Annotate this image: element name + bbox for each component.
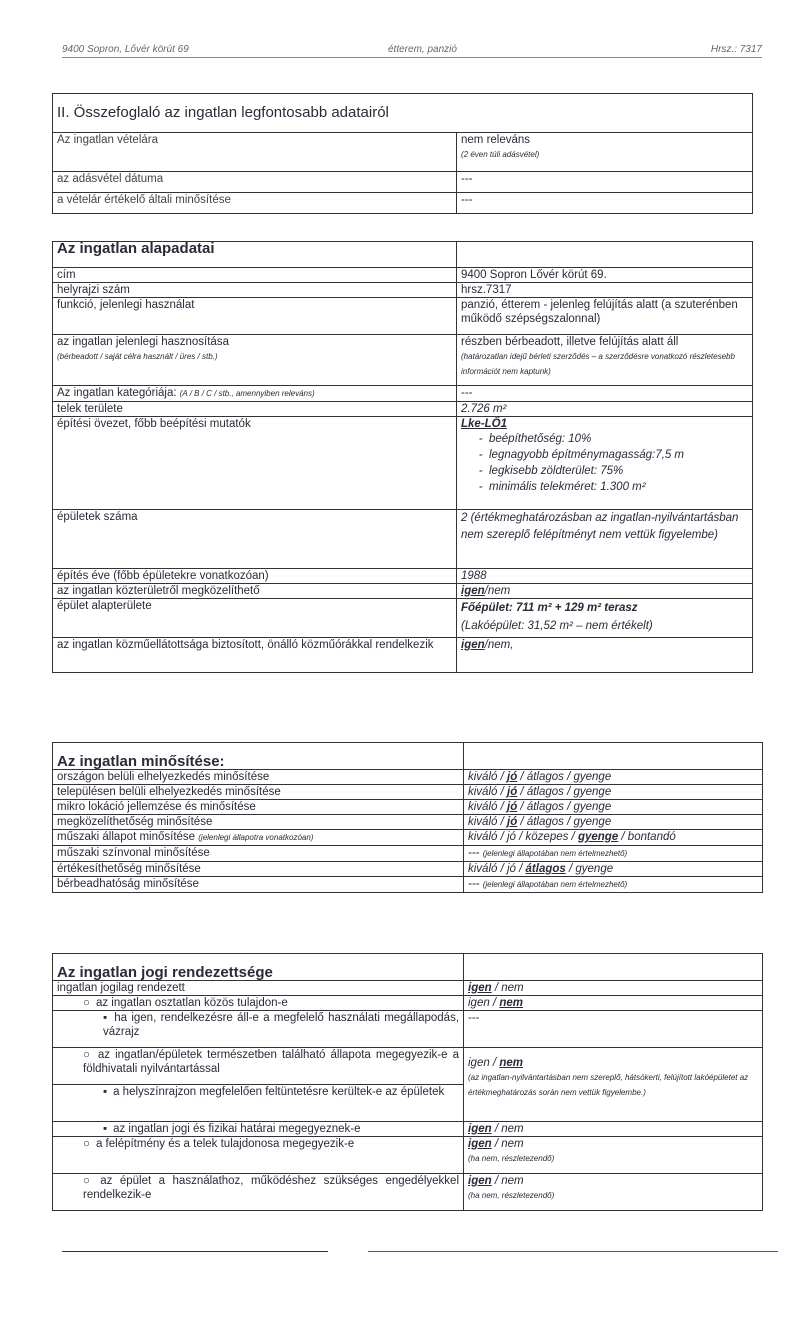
epszam-label: épületek száma <box>53 510 457 569</box>
kozter-value: igen/nem <box>457 584 753 599</box>
footer-line-left <box>62 1251 328 1252</box>
list-item: - beépíthetőség: 10% <box>489 431 748 447</box>
telek-label: telek területe <box>53 402 457 417</box>
quality-label: értékesíthetőség minősítése <box>53 862 464 877</box>
list-item: - legkisebb zöldterület: 75% <box>489 463 748 479</box>
summary-label: az adásvétel dátuma <box>53 172 457 193</box>
epszam-value: 2 (értékmeghatározásban az ingatlan-nyilvántartásban nem szereplő felépítményt nem vettük figyelembe) <box>457 510 753 569</box>
hasz-label: az ingatlan jelenlegi hasznosítása (bérbeadott / saját célra használt / üres / stb.) <box>53 335 457 386</box>
legal-value: --- <box>464 1011 763 1048</box>
quality-label: mikro lokáció jellemzése és minősítése <box>53 800 464 815</box>
legal-value: igen / nem <box>464 996 763 1011</box>
quality-label: bérbeadhatóság minősítése <box>53 877 464 893</box>
kozter-label: az ingatlan közterületről megközelíthető <box>53 584 457 599</box>
quality-value: --- (jelenlegi állapotában nem értelmezhető) <box>464 846 763 862</box>
legal-label: ▪ az ingatlan jogi és fizikai határai megegyeznek-e <box>53 1122 464 1137</box>
legal-value: igen / nem <box>464 981 763 996</box>
summary-value: --- <box>457 193 753 214</box>
legal-label: ○ a felépítmény és a telek tulajdonosa megegyezik-e <box>53 1137 464 1174</box>
func-value: panzió, étterem - jelenleg felújítás alatt (a szuterénben működő szépségszalonnal) <box>457 298 753 335</box>
quality-value: kiváló / jó / átlagos / gyenge <box>464 785 763 800</box>
summary-label: a vételár értékelő általi minősítése <box>53 193 457 214</box>
summary-table <box>52 93 753 214</box>
ev-label: építés éve (főbb épületekre vonatkozóan) <box>53 569 457 584</box>
summary-value: --- <box>457 172 753 193</box>
quality-value: kiváló / jó / átlagos / gyenge <box>464 862 763 877</box>
legal-label: ▪ a helyszínrajzon megfelelően feltüntetésre kerültek-e az épületek <box>53 1085 464 1122</box>
alap-label: épület alapterülete <box>53 599 457 638</box>
quality-table <box>52 742 763 893</box>
legal-value: igen / nem (ha nem, részletezendő) <box>464 1137 763 1174</box>
basic-data-table <box>52 241 753 673</box>
ovezet-label: építési övezet, főbb beépítési mutatók <box>53 417 457 510</box>
legal-label: ○ az ingatlan osztatlan közös tulajdon-e <box>53 996 464 1011</box>
legal-label: ▪ ha igen, rendelkezésre áll-e a megfelelő használati megállapodás, vázrajz <box>53 1011 464 1048</box>
alap-value: Főépület: 711 m² + 129 m² terasz (Lakóépület: 31,52 m² – nem értékelt) <box>457 599 753 638</box>
quality-label: műszaki színvonal minősítése <box>53 846 464 862</box>
hrsz-value: hrsz.7317 <box>457 283 753 298</box>
legal-label: ingatlan jogilag rendezett <box>53 981 464 996</box>
legal-label: ○ az ingatlan/épületek természetben található állapota megegyezik-e a földhivatali nyilvántartással <box>53 1048 464 1085</box>
list-item: - minimális telekméret: 1.300 m² <box>489 479 748 495</box>
header-use: étterem, panzió <box>388 44 457 55</box>
summary-label: Az ingatlan vételára <box>53 133 457 172</box>
ev-value: 1988 <box>457 569 753 584</box>
legal-value: igen / nem (ha nem, részletezendő) <box>464 1174 763 1211</box>
ovezet-value: Lke-LŐ1 - beépíthetőség: 10% - legnagyobb építménymagasság:7,5 m - legkisebb zöldterület: 75% - minimális telekméret: 1.300 m² <box>457 417 753 510</box>
telek-value: 2.726 m² <box>457 402 753 417</box>
header-hrsz: Hrsz.: 7317 <box>710 44 762 55</box>
quality-label: országon belüli elhelyezkedés minősítése <box>53 770 464 785</box>
header-address: 9400 Sopron, Lővér körút 69 <box>62 44 189 55</box>
ovezet-list <box>461 431 748 495</box>
quality-title: Az ingatlan minősítése: <box>53 743 464 770</box>
kat-value: --- <box>457 386 753 402</box>
quality-value: kiváló / jó / átlagos / gyenge <box>464 770 763 785</box>
cim-label: cím <box>53 268 457 283</box>
kozmu-value: igen/nem, <box>457 638 753 673</box>
hasz-value: részben bérbeadott, illetve felújítás alatt áll (határozatlan idejű bérleti szerződés – a szerződésre vonatkozó részletesebb információt nem kaptunk) <box>457 335 753 386</box>
quality-label: műszaki állapot minősítése (jelenlegi állapotra vonatkozóan) <box>53 830 464 846</box>
legal-label: ○ az épület a használathoz, működéshez szükséges engedélyekkel rendelkezik-e <box>53 1174 464 1211</box>
legal-title: Az ingatlan jogi rendezettsége <box>53 954 464 981</box>
hrsz-label: helyrajzi szám <box>53 283 457 298</box>
quality-value: kiváló / jó / átlagos / gyenge <box>464 800 763 815</box>
summary-value: nem releváns (2 éven túli adásvétel) <box>457 133 753 172</box>
quality-label: megközelíthetőség minősítése <box>53 815 464 830</box>
kat-label: Az ingatlan kategóriája: (A / B / C / stb., amennyiben releváns) <box>53 386 457 402</box>
legal-value: igen / nem (az ingatlan-nyilvántartásban nem szereplő, hátsókerti, felújított lakóépületet az értékmeghatározás során nem vettük figyelembe.) <box>464 1048 763 1122</box>
quality-value: kiváló / jó / közepes / gyenge / bontandó <box>464 830 763 846</box>
quality-value: --- (jelenlegi állapotában nem értelmezhető) <box>464 877 763 893</box>
footer-line-right <box>368 1251 778 1252</box>
legal-table <box>52 953 763 1211</box>
summary-title: II. Összefoglaló az ingatlan legfontosabb adatairól <box>53 94 753 133</box>
quality-value: kiváló / jó / átlagos / gyenge <box>464 815 763 830</box>
kozmu-label: az ingatlan közműellátottsága biztosított, önálló közműórákkal rendelkezik <box>53 638 457 673</box>
list-item: - legnagyobb építménymagasság:7,5 m <box>489 447 748 463</box>
quality-label: településen belüli elhelyezkedés minősítése <box>53 785 464 800</box>
page-header <box>62 44 762 58</box>
basic-title: Az ingatlan alapadatai <box>53 242 457 268</box>
legal-value: igen / nem <box>464 1122 763 1137</box>
func-label: funkció, jelenlegi használat <box>53 298 457 335</box>
cim-value: 9400 Sopron Lővér körút 69. <box>457 268 753 283</box>
